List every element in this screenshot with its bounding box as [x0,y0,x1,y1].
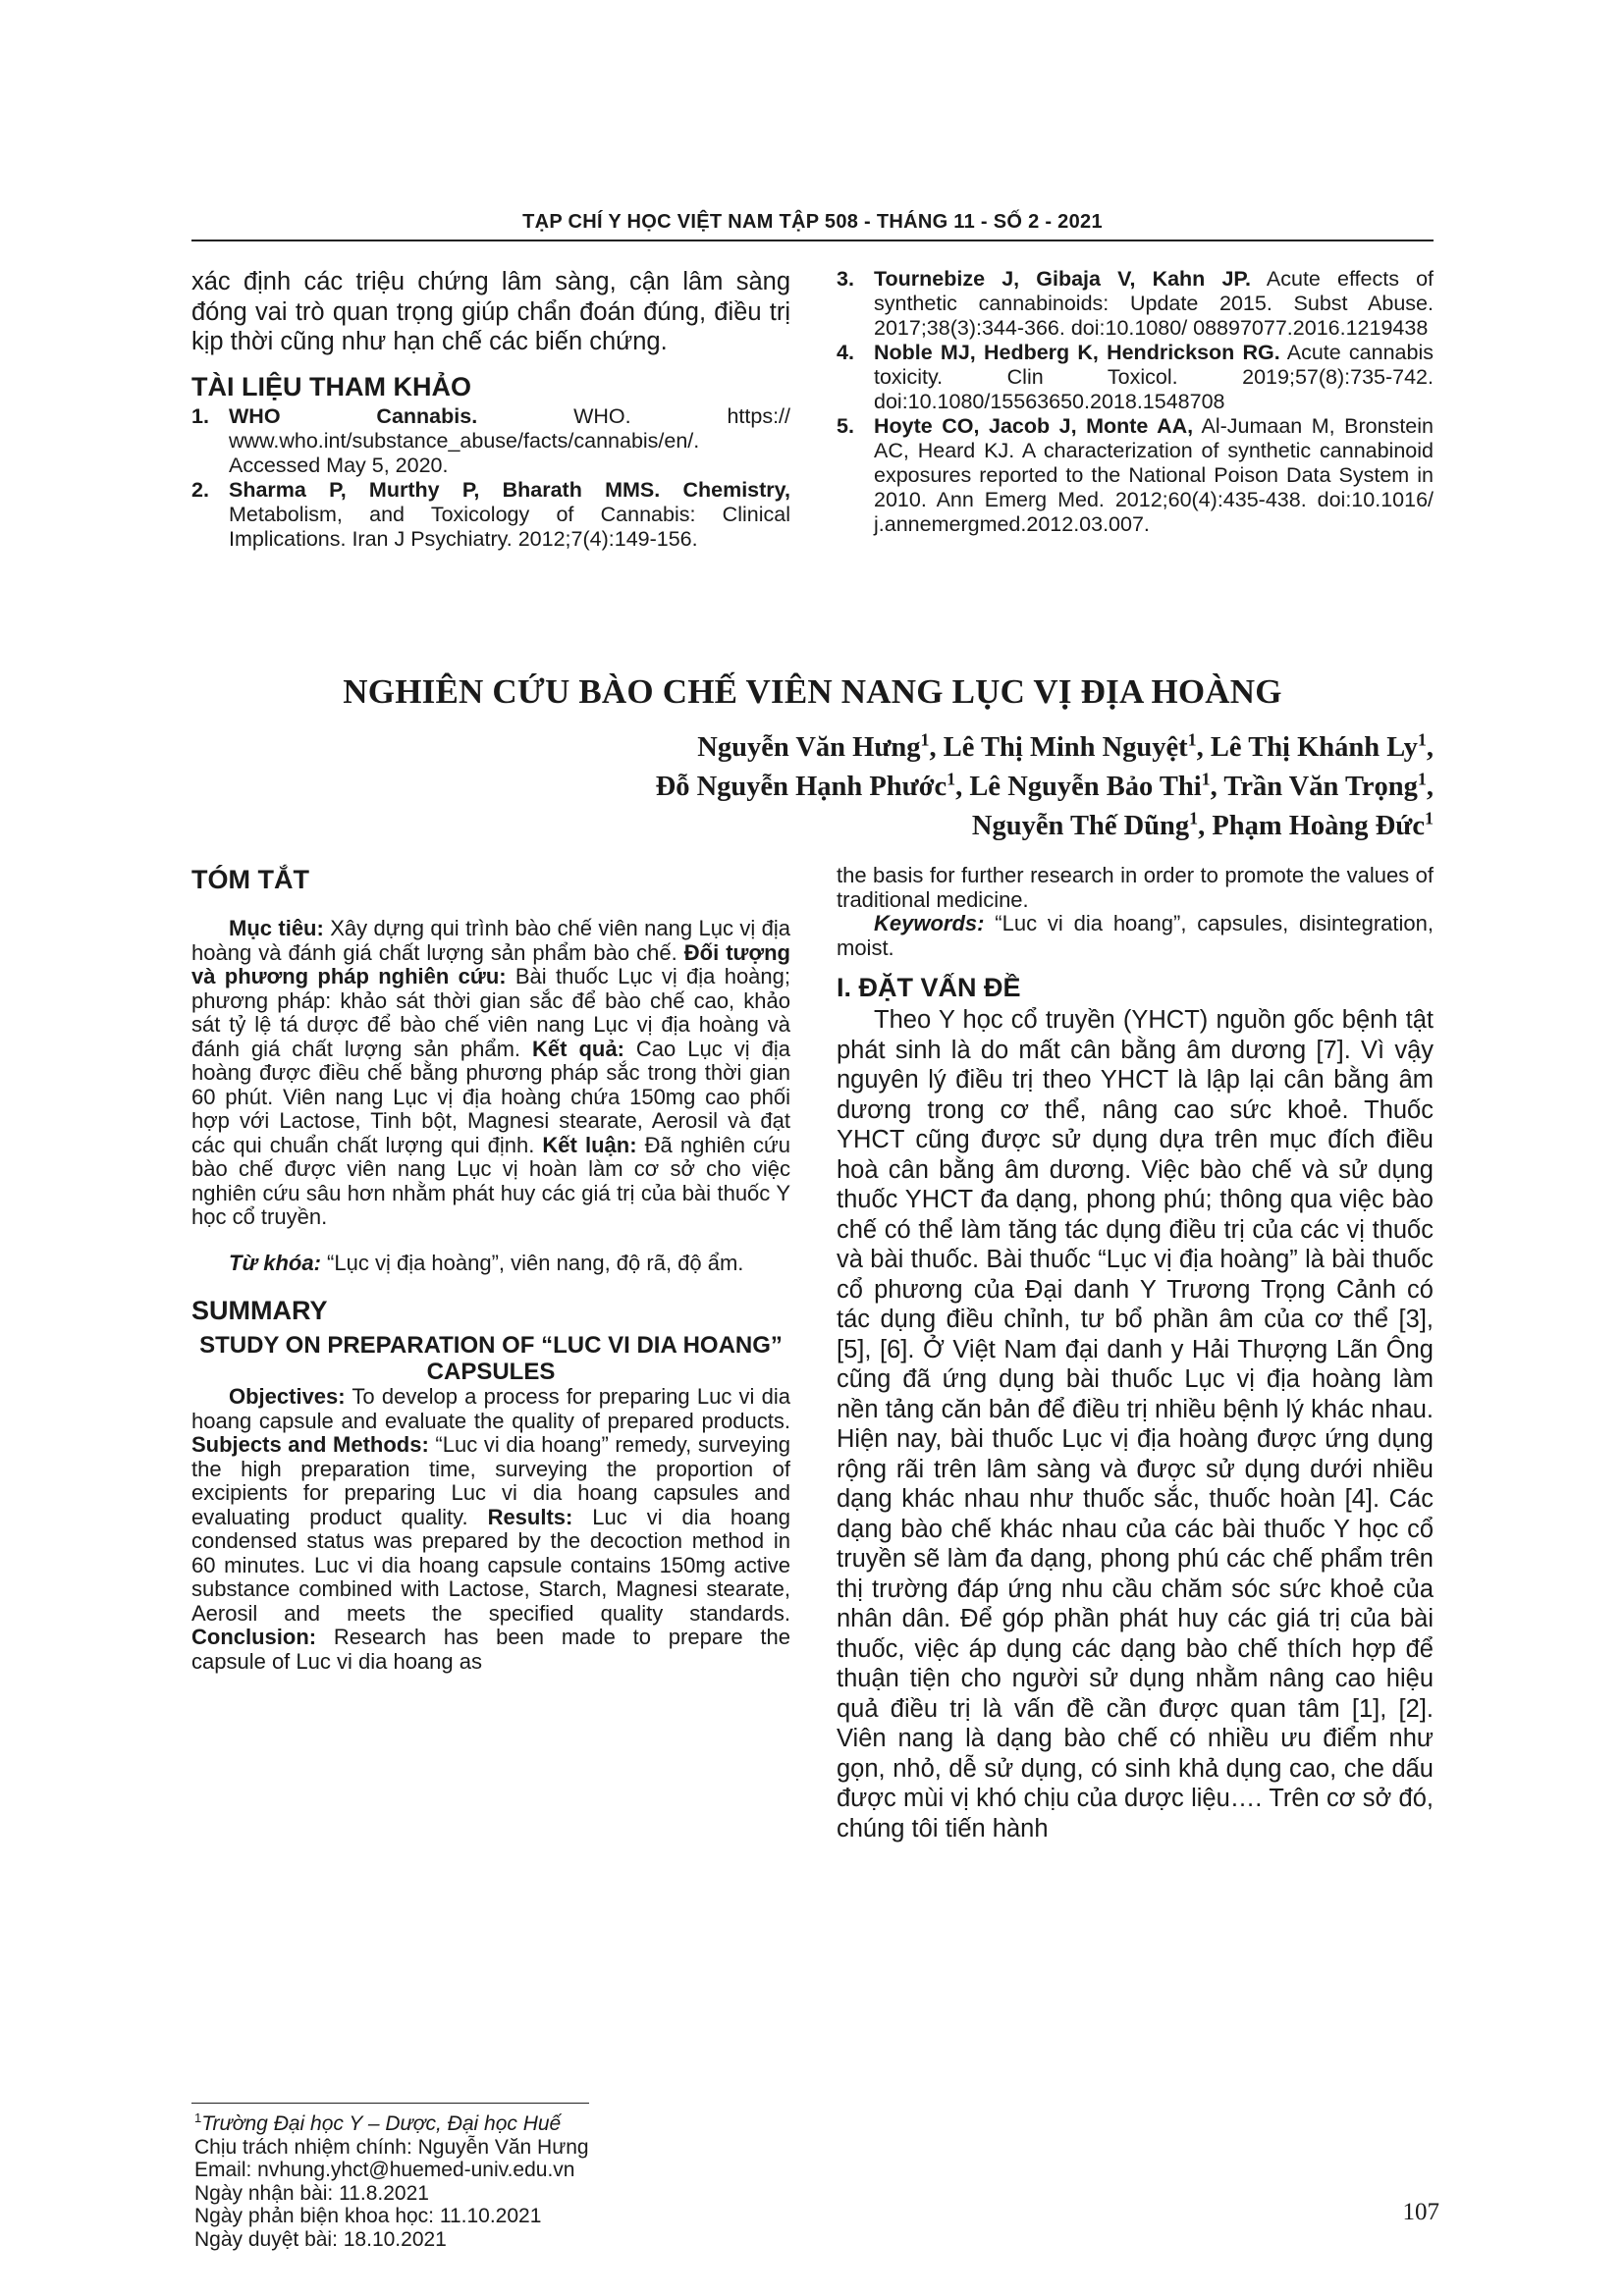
prev-article-left-column [191,267,790,552]
author-name: Lê Thị Minh Nguyệt [943,732,1188,763]
abstract-en-title: STUDY ON PREPARATION OF “LUC VI DIA HOANG” CAPSULES [199,1332,783,1385]
reference-item: 3. Tournebize J, Gibaja V, Kahn JP. Acute effects of synthetic cannabinoids: Update 2015. Subst Abuse. 2017;38(3):344-366. doi:10.1080/ 08897077.2016.1219438 [837,267,1434,340]
reference-item: 1. WHO Cannabis. WHO. https:// www.who.int/substance_abuse/facts/cannabis/en/. Accessed May 5, 2020. [191,403,791,477]
abstracts-column [191,864,790,1674]
footnote-corresponding: Chịu trách nhiệm chính: Nguyễn Văn Hưng [194,2135,589,2159]
header-rule [191,240,1434,241]
journal-header: TẠP CHÍ Y HỌC VIỆT NAM TẬP 508 - THÁNG 11 - SỐ 2 - 2021 [522,211,1103,233]
reference-item: 2. Sharma P, Murthy P, Bharath MMS. Chemistry, Metabolism, and Toxicology of Cannabis: Clinical Implications. Iran J Psychiatry. 2012;7(4):149-156. [191,477,790,551]
abstract-en-body: Objectives: To develop a process for preparing Luc vi dia hoang capsule and evaluate the quality of prepared products. Subjects and Methods: “Luc vi dia hoang” remedy, surveying the high preparation time, surveying the proportion of excipients for preparing Luc vi dia hoang capsules and evaluating product quality. Results: Luc vi dia hoang condensed status was prepared by the decoction method in 60 minutes. Luc vi dia hoang capsule contains 150mg active substance combined with Lactose, Starch, Magnesi stearate, Aerosil and meets the specified quality standards. Conclusion: Research has been made to prepare the capsule of Luc vi dia hoang as [191,1384,790,1674]
abstract-en-keywords: Keywords: “Luc vi dia hoang”, capsules, disintegration, moist. [837,911,1434,960]
footnote-rule [191,2103,589,2104]
abstract-vi-body: Mục tiêu: Xây dựng qui trình bào chế viên nang Lục vị địa hoàng và đánh giá chất lượng sản phẩm bào chế. Đối tượng và phương pháp nghiên cứu: Bài thuốc Lục vị địa hoàng; phương pháp: khảo sát thời gian sắc để bào chế cao, khảo sát tỷ lệ tá dược để bào chế viên nang Lục vị địa hoàng và đánh giá chất lượng sản phẩm. Kết quả: Cao Lục vị địa hoàng được điều chế bằng phương pháp sắc trong thời gian 60 phút. Viên nang Lục vị địa hoàng chứa 150mg cao phối hợp với Lactose, Tinh bột, Magnesi stearate, Aerosil và đạt các qui chuẩn chất lượng qui định. Kết luận: Đã nghiên cứu bào chế được viên nang Lục vị hoàn làm cơ sở cho việc nghiên cứu sâu hơn nhằm phát huy các giá trị của bài thuốc Y học cổ truyền. [191,916,791,1229]
prev-article-conclusion: xác định các triệu chứng lâm sàng, cận lâm sàng đóng vai trò quan trọng giúp chẩn đoán đúng, điều trị kịp thời cũng như hạn chế các biến chứng. [191,268,790,355]
footnote-received: Ngày nhận bài: 11.8.2021 [194,2181,429,2205]
intro-body: Theo Y học cổ truyền (YHCT) nguồn gốc bệnh tật phát sinh là do mất cân bằng âm dương [7]. Vì vậy nguyên lý điều trị theo YHCT là lập lại cân bằng âm dương trong cơ thể, nâng cao sức khoẻ. Thuốc YHCT cũng được sử dụng dựa trên mục đích điều hoà cân bằng âm dương. Việc bào chế và sử dụng thuốc YHCT đa dạng, phong phú; thông qua việc bào chế có thể làm tăng tác dụng điều trị của các vị thuốc và bài thuốc. Bài thuốc “Lục vị địa hoàng” là bài thuốc cổ phương của Đại danh Y Trương Trọng Cảnh có tác dụng điều chỉnh, tư bổ phần âm của cơ thể [3], [5], [6]. Ở Việt Nam đại danh y Hải Thượng Lãn Ông cũng đã ứng dụng bài thuốc Lục vị địa hoàng làm nền tảng căn bản để điều trị nhiều bệnh lý khác nhau. Hiện nay, bài thuốc Lục vị địa hoàng được ứng dụng rộng rãi trên lâm sàng và được sử dụng dưới nhiều dạng khác nhau như thuốc sắc, thuốc hoàn [4]. Các dạng bào chế khác nhau của các bài thuốc Y học cổ truyền sẽ làm đa dạng, phong phú các chế phẩm trên thị trường đáp ứng nhu cầu chăm sóc sức khoẻ của nhân dân. Để góp phần phát huy các giá trị của bài thuốc, việc áp dụng các dạng bào chế thích hợp để thuận tiện cho người sử dụng nhằm nâng cao hiệu quả điều trị là vấn đề cần được quan tâm [1], [2]. Viên nang là dạng bào chế có nhiều ưu điểm như gọn, nhỏ, dễ sử dụng, có sinh khả dụng cao, che dấu được mùi vị khó chịu của dược liệu…. Trên cơ sở đó, chúng tôi tiến hành [837,1006,1434,1842]
author-name: Nguyễn Văn Hưng [697,732,921,763]
page-number: 107 [1402,2199,1439,2225]
references-heading: TÀI LIỆU THAM KHẢO [191,371,471,401]
prev-article-right-column [837,267,1434,537]
footnote-email: Email: nvhung.yhct@huemed-univ.edu.vn [194,2159,575,2181]
footnote-accepted: Ngày duyệt bài: 18.10.2021 [194,2227,447,2251]
footnote-reviewed: Ngày phản biện khoa học: 11.10.2021 [194,2205,542,2227]
author-name: Nguyễn Thế Dũng [971,811,1190,841]
footnote-affiliation: $^1$Trường Đại học Y – Dược, Đại học Huế [194,2110,562,2135]
author-line: Nguyễn Văn Hưng$^1$, Lê Thị Minh Nguyệt$^1$, Lê Thị Khánh Ly$^1$, [697,729,1434,763]
reference-item: 5. Hoyte CO, Jacob J, Monte AA, Al-Jumaan M, Bronstein AC, Heard KJ. A characterization of synthetic cannabinoid exposures reported to the National Poison Data System in 2010. Ann Emerg Med. 2012;60(4):435-438. doi:10.1016/ j.annemergmed.2012.03.007. [837,414,1434,536]
author-line: Nguyễn Thế Dũng$^1$, Phạm Hoàng Đức$^1$ [971,808,1434,841]
author-name: Phạm Hoàng Đức [1212,811,1425,841]
footnote [194,2112,744,2251]
references-list-right [837,267,1434,537]
reference-item: 4. Noble MJ, Hedberg K, Hendrickson RG. Acute cannabis toxicity. Clin Toxicol. 2019;57(8):735-742. doi:10.1080/15563650.2018.1548708 [837,341,1434,413]
article-title: NGHIÊN CỨU BÀO CHẾ VIÊN NANG LỤC VỊ ĐỊA HOÀNG [343,672,1282,711]
author-name: Lê Thị Khánh Ly [1210,732,1418,763]
author-name: Lê Nguyễn Bảo Thi [969,772,1202,802]
references-list-left [191,404,790,552]
intro-heading: I. ĐẶT VẤN ĐỀ [837,973,1021,1002]
abstract-en-heading: SUMMARY [191,1296,328,1325]
author-name: Đỗ Nguyễn Hạnh Phước [655,772,947,802]
abstract-vi-heading: TÓM TẮT [191,865,309,894]
right-body-column [837,864,1434,1843]
abstract-en-continued: the basis for further research in order to promote the values of traditional medicine. [837,863,1434,912]
abstract-vi-keywords: Từ khóa: “Lục vị địa hoàng”, viên nang, độ rã, độ ẩm. [229,1250,744,1275]
author-list [656,728,1434,846]
author-line: Đỗ Nguyễn Hạnh Phước$^1$, Lê Nguyễn Bảo Thi$^1$, Trần Văn Trọng$^1$, [655,769,1434,802]
author-name: Trần Văn Trọng [1223,772,1418,802]
